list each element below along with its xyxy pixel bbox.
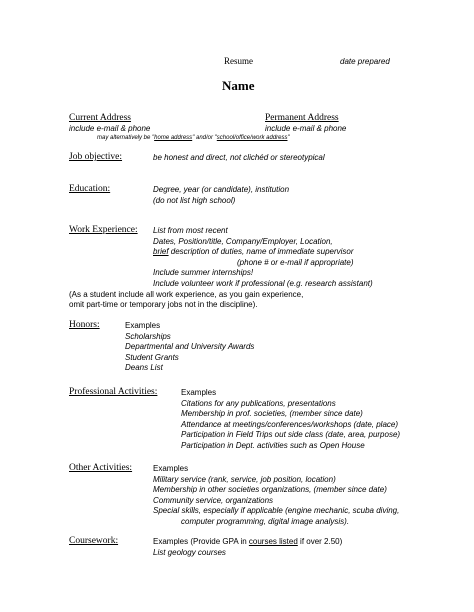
job-objective-label: Job objective: (69, 152, 123, 162)
coursework-line: List geology courses (153, 547, 226, 557)
work-note-line: (As a student include all work experience, as you gain experience, (69, 289, 304, 299)
courses-listed-text: courses listed (248, 537, 298, 546)
other-item: Membership in other societies organizations, (member since date) (153, 485, 387, 495)
honors-item: Scholarships (125, 331, 171, 341)
permanent-address-note: include e-mail & phone (265, 124, 347, 133)
work-line: Include volunteer work if professional (e.g. research assistant) (153, 279, 373, 288)
honors-item: Departmental and University Awards (125, 342, 255, 352)
work-line: brief description of duties, name of immediate supervisor (153, 247, 354, 257)
home-address-text: home address (154, 135, 193, 141)
brief-word: brief (153, 247, 169, 257)
coursework-line: Examples (Provide GPA in courses listed if over 2.50) (153, 537, 343, 546)
honors-label: Honors: (69, 320, 100, 330)
name-heading: Name (222, 78, 255, 93)
work-line: Include summer internships! (153, 268, 254, 278)
professional-item: Participation in Field Trips out side class (date, area, purpose) (181, 430, 401, 440)
honors-item: Deans List (125, 363, 163, 373)
coursework-label: Coursework: (69, 536, 119, 546)
school-address-text: school/office/work address (216, 135, 288, 141)
current-address-title: Current Address (69, 113, 132, 123)
honors-item: Student Grants (125, 352, 179, 362)
professional-item: Participation in Dept. activities such as Open House (181, 441, 365, 450)
address-alternative-note: may alternatively be "home address" and/or "school/office/work address" (97, 135, 290, 141)
professional-item: Attendance at meetings/conferences/workshops (date, place) (181, 419, 399, 429)
work-line: (phone # or e-mail if appropriate) (237, 257, 354, 267)
other-item: computer programming, digital image analysis). (181, 517, 350, 526)
education-line: (do not list high school) (153, 195, 236, 205)
work-line: Dates, Position/title, Company/Employer, Location, (153, 236, 333, 246)
professional-item: Membership in prof. societies, (member since date) (181, 409, 363, 419)
job-objective-text: be honest and direct, not clichéd or stereotypical (153, 153, 325, 162)
date-prepared: date prepared (340, 57, 390, 66)
other-heading: Examples (153, 464, 189, 473)
professional-heading: Examples (181, 388, 217, 397)
education-label: Education: (69, 184, 111, 194)
education-line: Degree, year (or candidate), institution (153, 185, 290, 194)
other-item: Community service, organizations (153, 495, 274, 505)
honors-heading: Examples (125, 321, 161, 330)
other-item: Special skills, especially if applicable (engine mechanic, scuba diving, (153, 506, 400, 516)
work-line: List from most recent (153, 226, 228, 235)
resume-label: Resume (224, 56, 253, 66)
work-experience-label: Work Experience: (69, 225, 138, 235)
other-item: Military service (rank, service, job position, location) (153, 474, 336, 484)
permanent-address-title: Permanent Address (265, 113, 339, 123)
professional-activities-label: Professional Activities: (69, 387, 158, 397)
other-activities-label: Other Activities: (69, 463, 133, 473)
work-note-line: omit part-time or temporary jobs not in the discipline). (69, 300, 258, 310)
professional-item: Citations for any publications, presentations (181, 398, 336, 408)
current-address-note: include e-mail & phone (69, 124, 151, 133)
